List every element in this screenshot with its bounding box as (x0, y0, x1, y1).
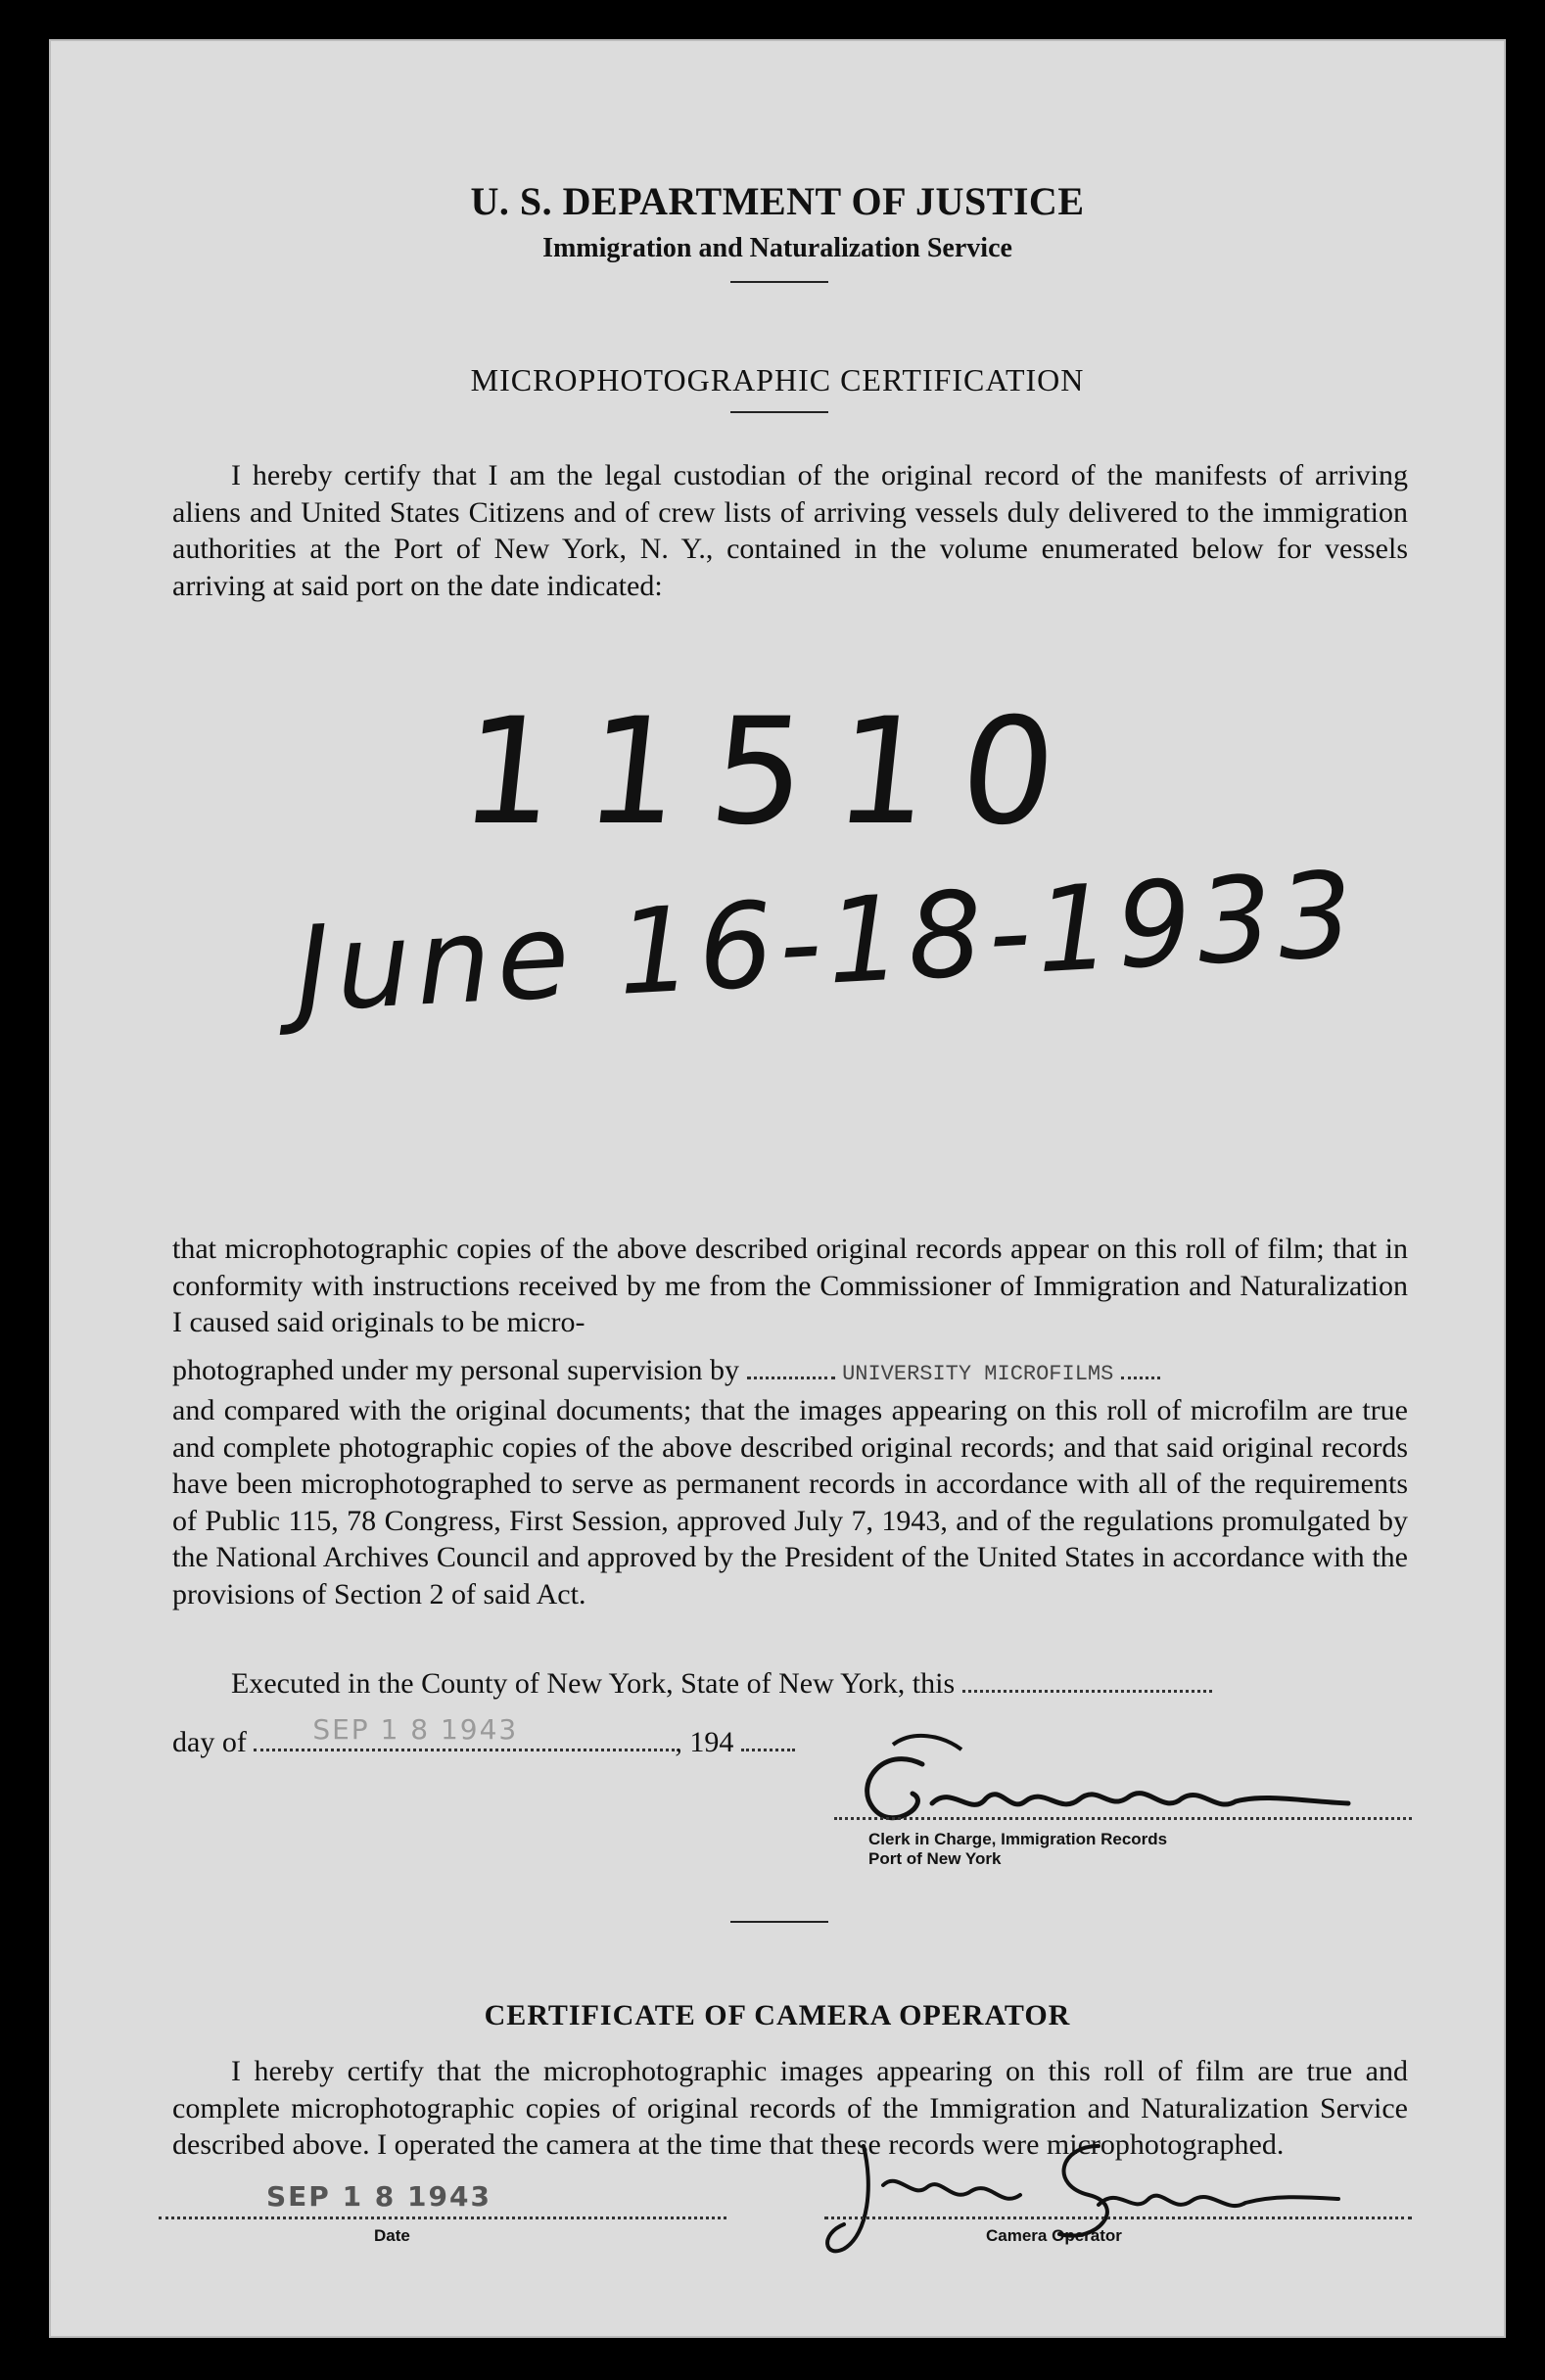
operator-date-line (159, 2215, 726, 2219)
day-of-dots (254, 1713, 675, 1751)
day-of-line (172, 1713, 795, 1759)
photographed-by-line (172, 1353, 1160, 1387)
service-subheading: Immigration and Naturalization Service (542, 233, 1012, 263)
divider-top (730, 281, 828, 283)
department-heading: U. S. DEPARTMENT OF JUSTICE (470, 179, 1085, 223)
divider-middle (730, 411, 828, 413)
certification-title: MICROPHOTOGRAPHIC CERTIFICATION (470, 362, 1085, 397)
handwritten-volume-number: 11510 (452, 687, 1096, 858)
camera-operator-label: Camera Operator (986, 2226, 1122, 2245)
executed-line (231, 1666, 1212, 1701)
photographed-by-prefix: photographed under my personal supervision by (172, 1354, 740, 1386)
executed-text: Executed in the County of New York, State of New York, this (231, 1667, 956, 1700)
handwritten-date: June 16-18-1933 (292, 847, 1363, 1039)
photographed-by-company: UNIVERSITY MICROFILMS (842, 1362, 1114, 1386)
body-paragraph-start: that microphotographic copies of the above described original records appear on this roll of film; that in conformity with instructions received by me from the Commissioner of Immigration and Naturalization I caused said originals to be micro- (172, 1233, 1408, 1338)
certificate-sheet (49, 39, 1506, 2338)
intro-paragraph: I hereby certify that I am the legal custodian of the original record of the manifests of arriving aliens and United States Citizens and of crew lists of arriving vessels duly delivered to the immigration authorities at the Port of New York, N. Y., contained in the volume enumerated below for vessels arriving at said port on the date indicated: (172, 459, 1408, 602)
executed-dots (962, 1666, 1212, 1693)
camera-operator-paragraph: I hereby certify that the microphotographic images appearing on this roll of film are true and complete microphotographic copies of original records of the Immigration and Naturalization Service described above. I operated the camera at the time that these records were microphotographed. (172, 2055, 1408, 2161)
camera-operator-title: CERTIFICATE OF CAMERA OPERATOR (484, 1999, 1071, 2031)
day-of-date-stamp: SEP 1 8 1943 (312, 1713, 519, 1746)
photographed-by-dots-end (1121, 1353, 1160, 1379)
operator-date-stamp: SEP 1 8 1943 (266, 2180, 492, 2213)
clerk-signature-line (834, 1815, 1412, 1820)
photographed-by-dots (747, 1353, 835, 1379)
year-dots (741, 1725, 795, 1751)
clerk-title-line1: Clerk in Charge, Immigration Records (868, 1830, 1168, 1848)
body-paragraph-rest: and compared with the original documents; that the images appearing on this roll of microfilm are true and complete photographic copies of the above described original records; and that said original records have been microphotographed to serve as permanent records in accordance with all of the requirements of Public 115, 78 Congress, First Session, approved July 7, 1943, and of the regulations promulgated by the National Archives Council and approved by the President of the United States in accordance with the provisions of Section 2 of said Act. (172, 1394, 1408, 1610)
day-of-label: day of (172, 1726, 247, 1758)
clerk-title-line2: Port of New York (868, 1849, 1002, 1868)
camera-operator-line (824, 2215, 1412, 2219)
divider-operator (730, 1921, 828, 1923)
clerk-title (868, 1830, 1167, 1869)
operator-date-label: Date (374, 2226, 410, 2245)
year-label: , 194 (675, 1726, 734, 1758)
